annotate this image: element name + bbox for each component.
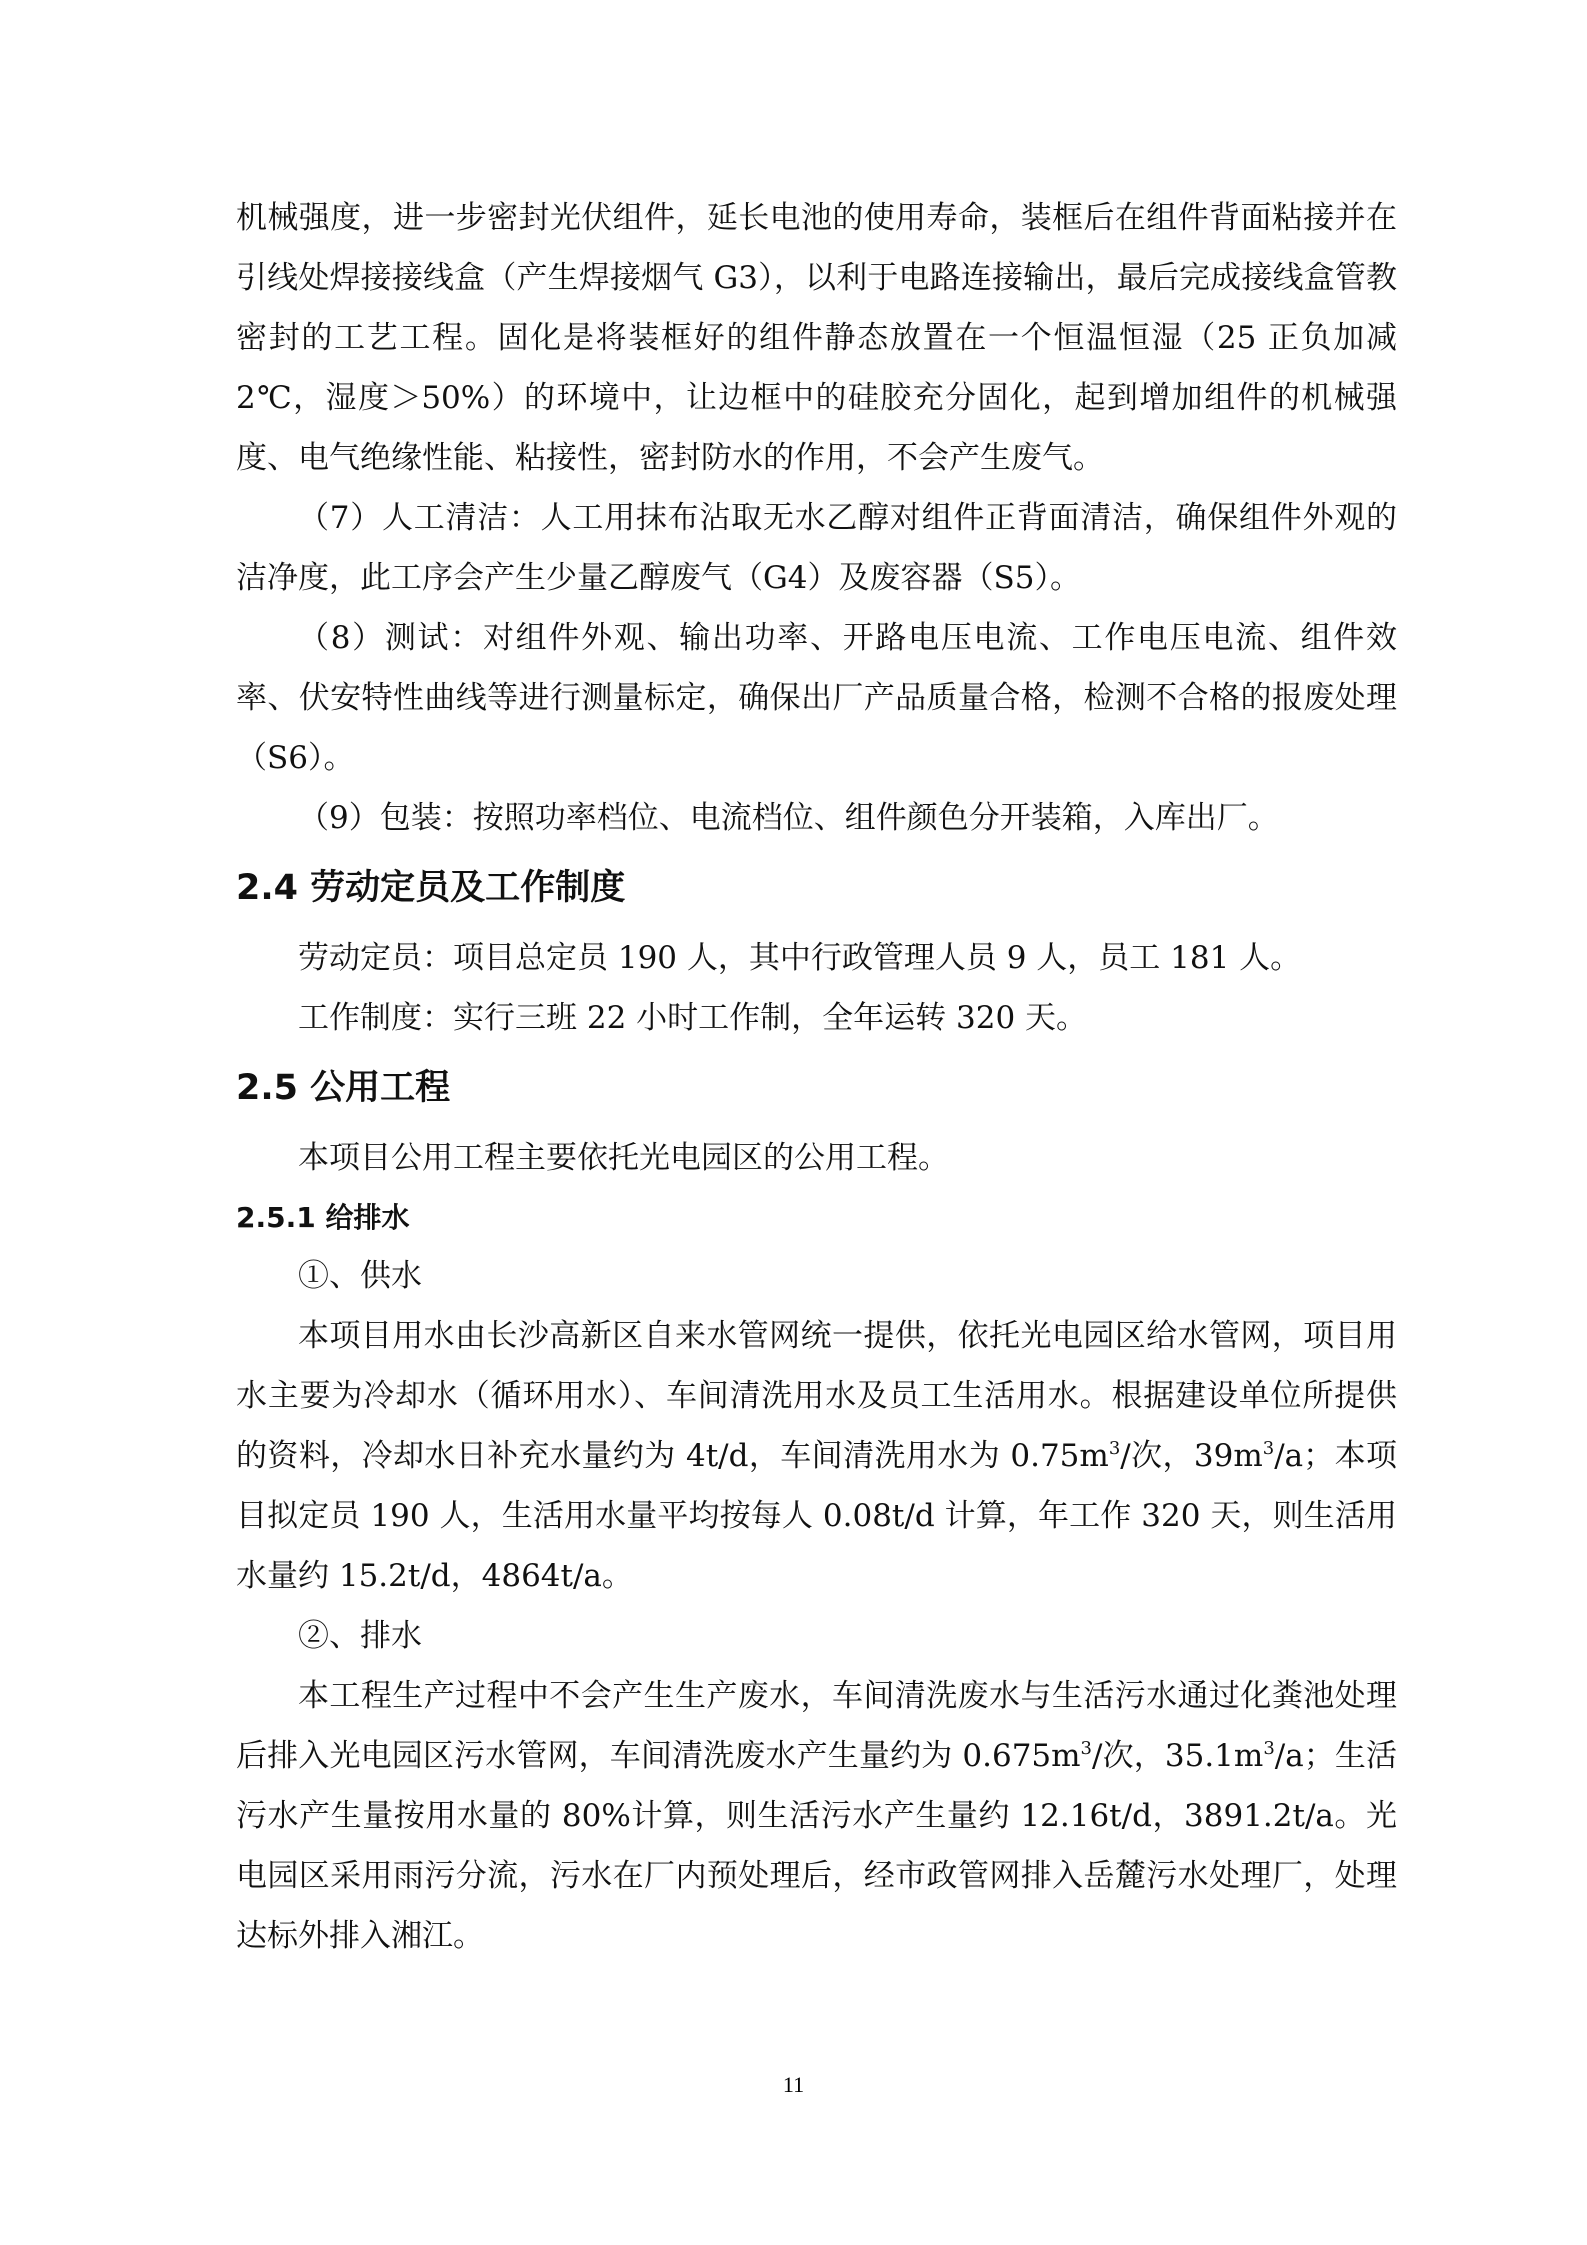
label-drainage: ②、排水 (298, 1618, 422, 1654)
heading-2-5: 2.5 公用工程 (236, 1068, 451, 1108)
text-segment: 本项目用水由长沙高新区自来水管网统一提供，依托光电园区给水管网，项目用水主要为冷却水（循环用水）、车间清洗用水及员工生活用水。根据建设单位所提供的资料，冷却水日补充水量约为 4t/d，车间清洗用水为 0.75m (236, 1318, 1397, 1474)
paragraph-drainage (236, 1666, 1397, 1966)
paragraph-testing: （8）测试：对组件外观、输出功率、开路电压电流、工作电压电流、组件效率、伏安特性曲线等进行测量标定，确保出厂产品质量合格，检测不合格的报废处理（S6）。 (236, 620, 1397, 776)
text-segment: 本工程生产过程中不会产生生产废水，车间清洗废水与生活污水通过化粪池处理后排入光电园区污水管网，车间清洗废水产生量约为 0.675m (236, 1678, 1397, 1774)
paragraph-water-supply (236, 1306, 1397, 1606)
paragraph-utilities-intro: 本项目公用工程主要依托光电园区的公用工程。 (298, 1140, 949, 1176)
text-segment: /次，35.1m (1092, 1738, 1264, 1774)
superscript: 3 (1262, 1438, 1275, 1459)
paragraph-work-schedule: 工作制度：实行三班 22 小时工作制，全年运转 320 天。 (298, 1000, 1088, 1036)
label-water-supply: ①、供水 (298, 1258, 422, 1294)
text-segment: /次，39m (1120, 1438, 1263, 1474)
superscript: 3 (1108, 1438, 1121, 1459)
superscript: 3 (1263, 1738, 1275, 1759)
paragraph-packaging: （9）包装：按照功率档位、电流档位、组件颜色分开装箱，入库出厂。 (298, 800, 1279, 836)
text-segment: /a；本项目拟定员 190 人，生活用水量平均按每人 0.08t/d 计算，年工作 320 天，则生活用水量约 15.2t/d，4864t/a。 (236, 1438, 1397, 1594)
paragraph-staffing: 劳动定员：项目总定员 190 人，其中行政管理人员 9 人，员工 181 人。 (298, 940, 1302, 976)
heading-2-4: 2.4 劳动定员及工作制度 (236, 868, 626, 908)
paragraph-manual-cleaning: （7）人工清洁：人工用抹布沾取无水乙醇对组件正背面清洁，确保组件外观的洁净度，此工序会产生少量乙醇废气（G4）及废容器（S5）。 (236, 500, 1397, 596)
text-segment: /a；生活污水产生量按用水量的 80%计算，则生活污水产生量约 12.16t/d，3891.2t/a。光电园区采用雨污分流，污水在厂内预处理后，经市政管网排入岳麓污水处理厂，处理达标外排入湘江。 (236, 1738, 1397, 1954)
superscript: 3 (1080, 1738, 1092, 1759)
heading-2-5-1: 2.5.1 给排水 (236, 1201, 410, 1234)
paragraph-process-framing: 机械强度，进一步密封光伏组件，延长电池的使用寿命，装框后在组件背面粘接并在引线处焊接接线盒（产生焊接烟气 G3），以利于电路连接输出，最后完成接线盒管教密封的工艺工程。固化是将装框好的组件静态放置在一个恒温恒湿（25 正负加减 2℃，湿度＞50%）的环境中，让边框中的硅胶充分固化，起到增加组件的机械强度、电气绝缘性能、粘接性，密封防水的作用，不会产生废气。 (236, 200, 1397, 476)
page-number: 11 (782, 2072, 805, 2097)
